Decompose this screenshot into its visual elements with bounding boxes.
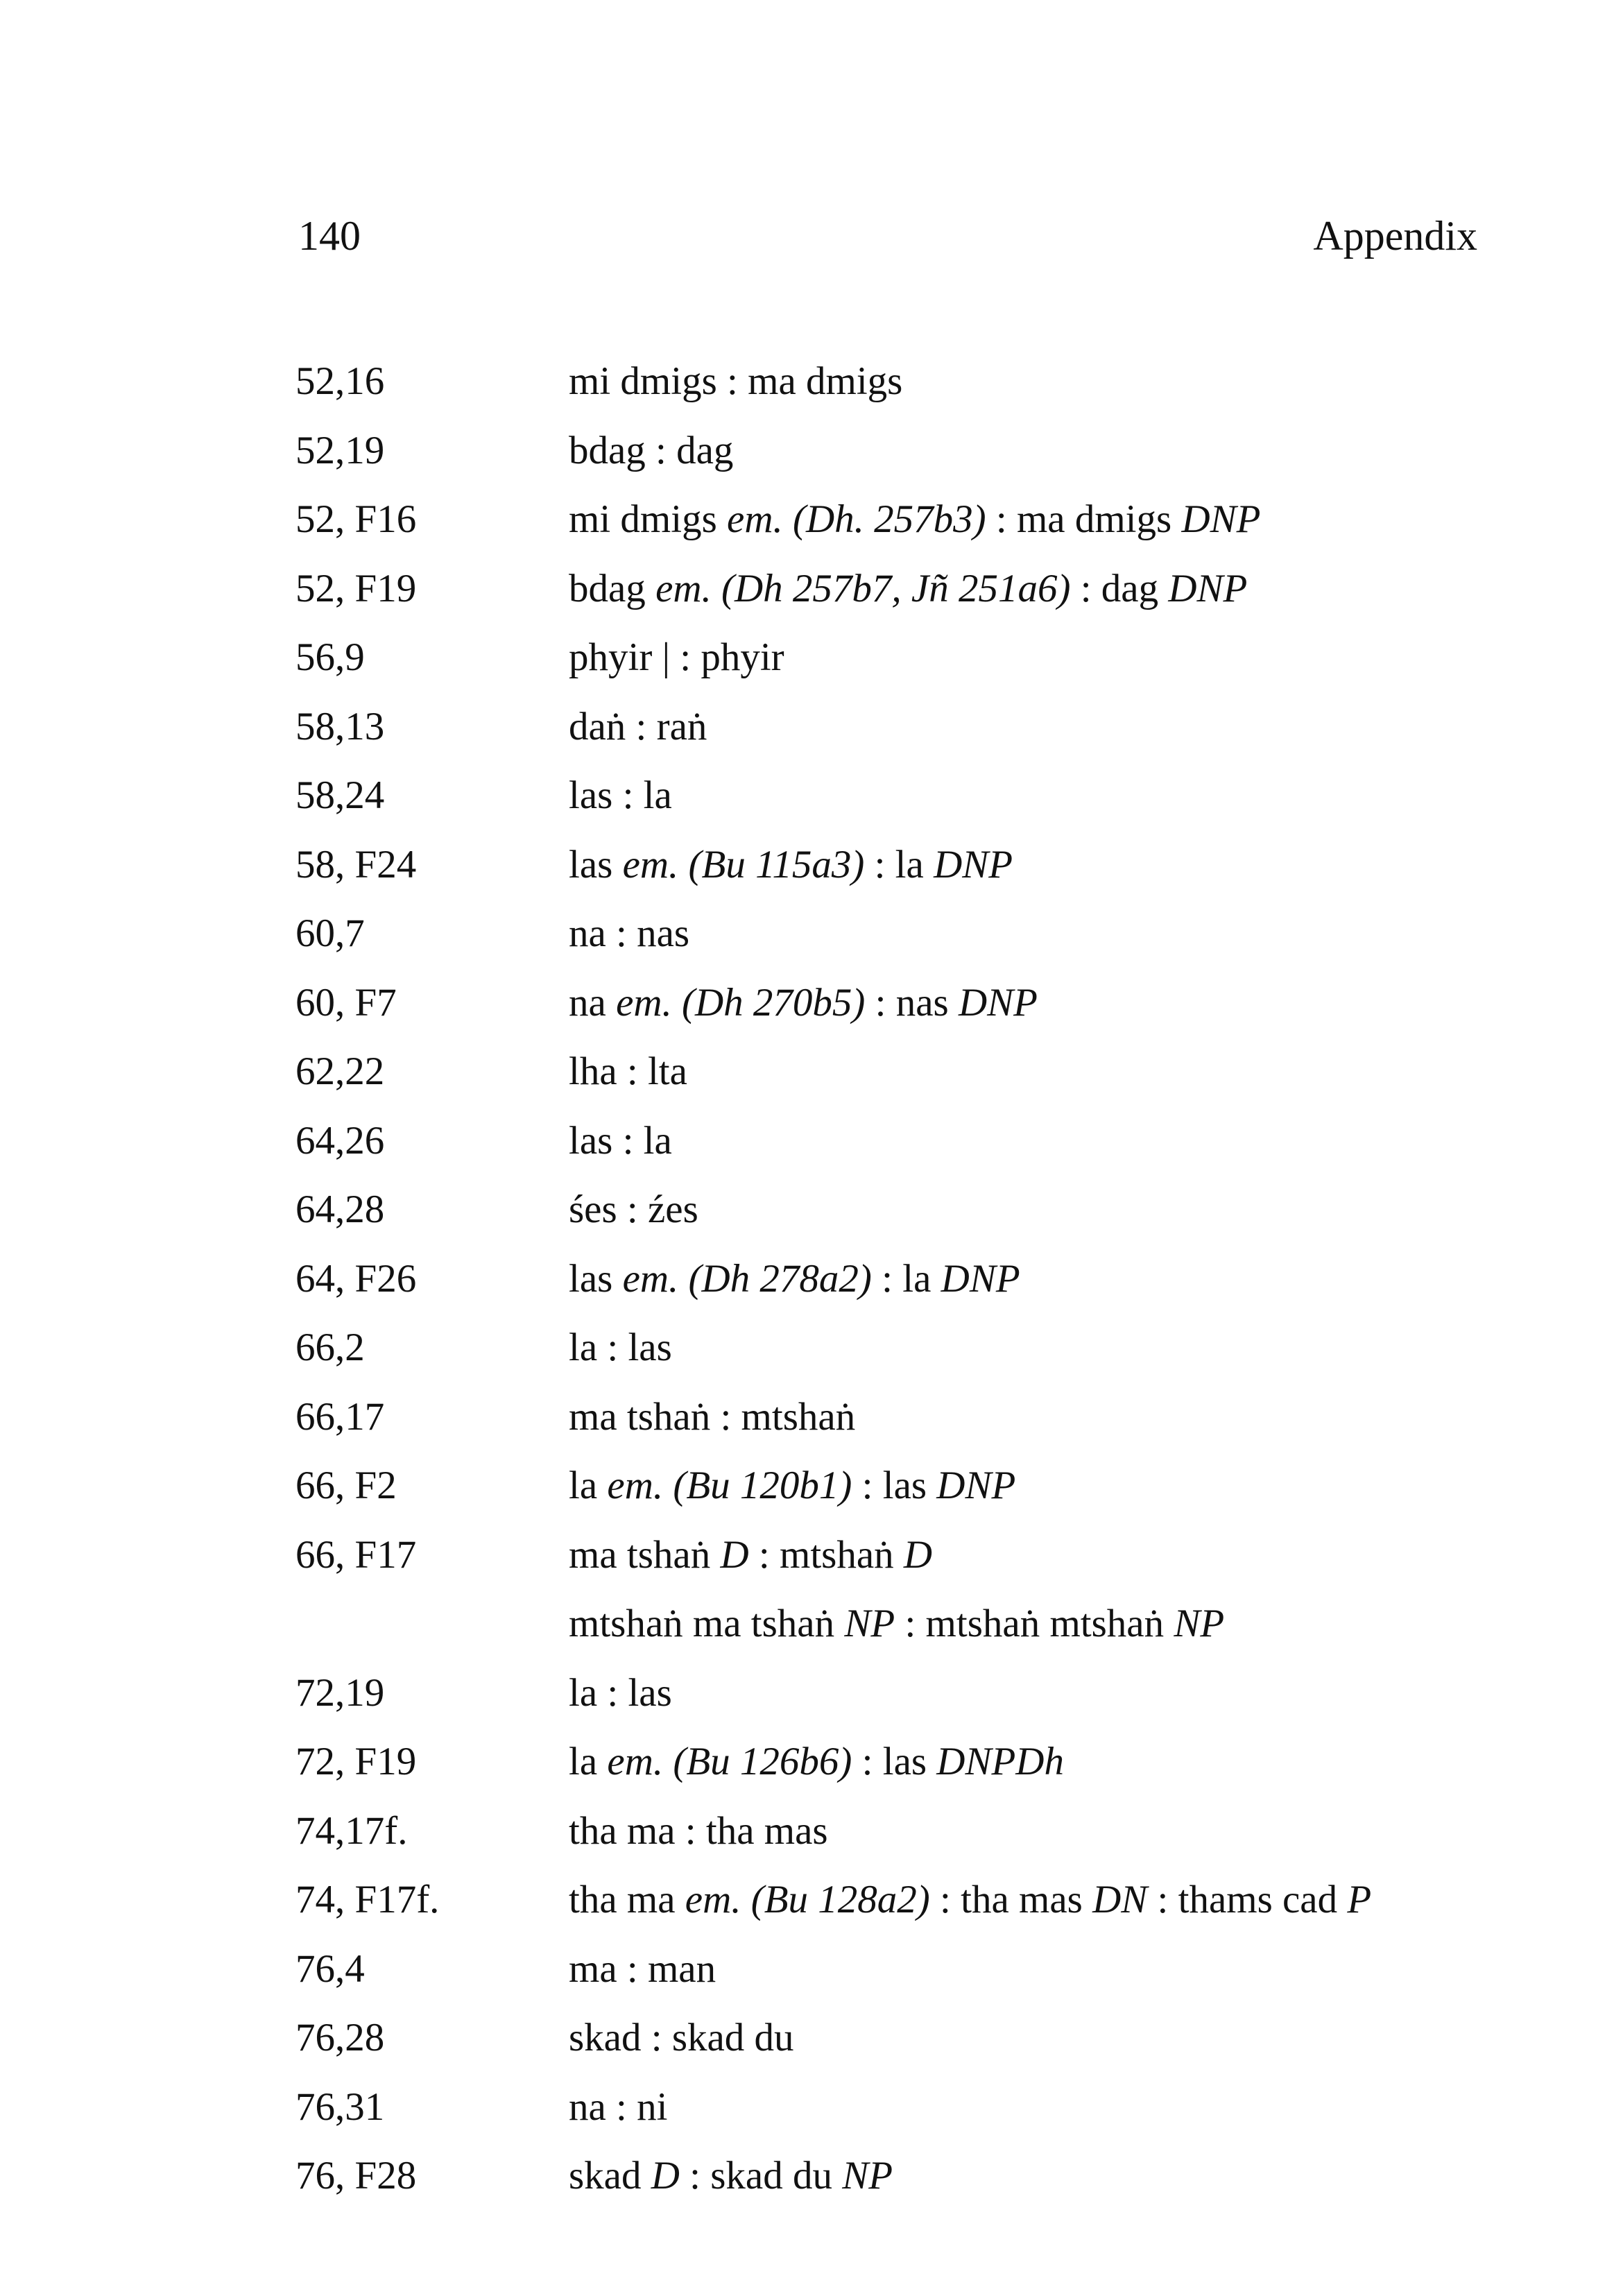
entry-reference: 72, F19: [295, 1740, 417, 1783]
entry-reading: [569, 1669, 672, 1717]
entry-reference: 52, F19: [295, 566, 417, 610]
entry-reading: [569, 2083, 667, 2132]
reading-text: na: [569, 980, 617, 1025]
reading-text: mi dmigs : ma dmigs: [569, 359, 903, 403]
entry-reading: [569, 1117, 672, 1165]
entry-row: [0, 1393, 1623, 1462]
entry-reference: 66,17: [295, 1394, 385, 1439]
entry-reading: [569, 2152, 893, 2200]
reading-siglum-italic: NP: [1174, 1602, 1225, 1645]
entry-reference: 52,19: [295, 428, 385, 472]
reading-text: ma tshaṅ: [569, 1532, 721, 1577]
entry-reference: 60,7: [295, 911, 365, 955]
reading-siglum-italic: D: [651, 2154, 680, 2198]
reading-text: : mtshaṅ mtshaṅ: [895, 1602, 1174, 1645]
entry-reading: [569, 1807, 828, 1856]
reading-siglum-italic: em. (Dh 257b7, Jñ 251a6): [655, 566, 1071, 610]
reading-siglum-italic: em. (Dh. 257b3): [727, 497, 986, 541]
reading-siglum-italic: P: [1347, 1878, 1372, 1921]
entry-row: [0, 495, 1623, 565]
reading-text: : skad du: [679, 2154, 843, 2198]
entry-reference: 64,26: [295, 1118, 385, 1163]
reading-siglum-italic: DNP: [936, 1464, 1016, 1507]
entry-reading: [569, 427, 733, 475]
entry-row: [0, 1945, 1623, 2014]
entry-reference: 72,19: [295, 1670, 385, 1715]
entry-reading: [569, 1600, 1224, 1648]
entry-reading: [569, 1185, 698, 1234]
entry-reading: [569, 357, 902, 406]
entry-reference: 64,28: [295, 1188, 385, 1231]
reading-text: : mtshaṅ: [748, 1532, 904, 1577]
entry-reference: 66,2: [295, 1326, 365, 1369]
entry-row: [0, 909, 1623, 979]
entry-row: [0, 1185, 1623, 1255]
reading-text: mi dmigs: [569, 497, 728, 541]
entry-row: [0, 1669, 1623, 1738]
entry-reading: [569, 771, 672, 820]
reading-siglum-italic: NP: [842, 2154, 893, 2198]
reading-siglum-italic: DNP: [958, 980, 1038, 1025]
entry-reading: [569, 1738, 1064, 1786]
reading-text: las: [569, 1256, 623, 1301]
reading-siglum-italic: em. (Dh 270b5): [616, 980, 866, 1025]
reading-siglum-italic: DNP: [1168, 566, 1248, 610]
reading-siglum-italic: em. (Bu 128a2): [685, 1878, 930, 1921]
entry-reference: 60, F7: [295, 980, 397, 1025]
entry-reading: [569, 495, 1260, 544]
reading-text: : thams cad: [1147, 1878, 1348, 1921]
reading-text: tha ma : tha mas: [569, 1808, 828, 1853]
entry-reference: 76,4: [295, 1946, 365, 1991]
entry-row: [0, 1117, 1623, 1186]
entry-reading: [569, 841, 1013, 889]
reading-text: : las: [852, 1740, 937, 1783]
entry-reading: [569, 1255, 1020, 1303]
reading-text: las: [569, 842, 623, 886]
reading-text: : la: [871, 1256, 941, 1301]
entry-row: [0, 1738, 1623, 1807]
page-number: 140: [298, 213, 361, 259]
entry-reference: 52,16: [295, 359, 385, 403]
entry-row: [0, 1807, 1623, 1876]
entry-reference: 64, F26: [295, 1256, 417, 1301]
entry-row: [0, 841, 1623, 910]
reading-text: las : la: [569, 1118, 672, 1163]
reading-siglum-italic: em. (Bu 115a3): [622, 842, 865, 886]
entry-row: [0, 1047, 1623, 1117]
entry-row: [0, 979, 1623, 1048]
reading-text: na : nas: [569, 911, 690, 955]
reading-text: bdag : dag: [569, 428, 734, 472]
entry-reference: 74, F17f.: [295, 1878, 440, 1921]
reading-text: : nas: [865, 980, 959, 1025]
entry-row: [0, 771, 1623, 841]
reading-text: : ma dmigs: [986, 497, 1182, 541]
reading-siglum-italic: em. (Bu 120b1): [607, 1464, 852, 1507]
reading-text: la: [569, 1740, 608, 1783]
reading-text: ma tshaṅ : mtshaṅ: [569, 1394, 856, 1439]
reading-text: daṅ : raṅ: [569, 704, 707, 748]
reading-siglum-italic: DN: [1092, 1878, 1148, 1921]
entry-reference: 58, F24: [295, 842, 417, 886]
entry-row: [0, 2152, 1623, 2221]
reading-siglum-italic: NP: [844, 1602, 895, 1645]
entry-row: [0, 357, 1623, 427]
entry-reference: 52, F16: [295, 497, 417, 541]
entry-row: [0, 427, 1623, 496]
entry-row: [0, 1531, 1623, 1600]
reading-text: śes : źes: [569, 1188, 698, 1231]
entry-reference: 56,9: [295, 635, 365, 679]
entry-reading: [569, 1393, 855, 1441]
entry-reading: [569, 633, 784, 682]
reading-text: la : las: [569, 1326, 672, 1369]
reading-text: : la: [864, 842, 934, 886]
entry-reference: 76,28: [295, 2016, 385, 2059]
reading-text: las : la: [569, 773, 672, 817]
entry-reading: [569, 909, 689, 958]
entry-row: [0, 1323, 1623, 1393]
reading-text: phyir | : phyir: [569, 635, 784, 679]
reading-siglum-italic: DNP: [941, 1256, 1020, 1301]
entry-reading: [569, 1462, 1015, 1510]
entry-row: [0, 2014, 1623, 2083]
entry-row: [0, 1462, 1623, 1531]
reading-text: skad: [569, 2154, 651, 2198]
entry-row: [0, 565, 1623, 634]
reading-text: bdag: [569, 566, 656, 610]
entry-reference: 66, F17: [295, 1532, 417, 1577]
entry-reference: 62,22: [295, 1050, 385, 1093]
entry-reading: [569, 1323, 672, 1372]
entry-reading: [569, 703, 707, 751]
entry-reading: [569, 1945, 716, 1994]
reading-text: la: [569, 1464, 608, 1507]
entry-reference: 66, F2: [295, 1464, 397, 1507]
running-title: Appendix: [1313, 213, 1477, 259]
entry-row: [0, 2083, 1623, 2152]
entry-reading: [569, 979, 1038, 1027]
reading-text: skad : skad du: [569, 2016, 794, 2059]
reading-text: : dag: [1070, 566, 1169, 610]
reading-siglum-italic: D: [903, 1532, 933, 1577]
reading-siglum-italic: DNPDh: [936, 1740, 1064, 1783]
reading-text: tha ma: [569, 1878, 685, 1921]
reading-text: la : las: [569, 1670, 672, 1715]
entry-reading: [569, 1047, 687, 1096]
entry-row: [0, 1876, 1623, 1945]
reading-text: mtshaṅ ma tshaṅ: [569, 1602, 845, 1645]
reading-text: na : ni: [569, 2084, 668, 2129]
variant-readings-list: [0, 357, 1623, 2221]
reading-siglum-italic: DNP: [934, 842, 1013, 886]
reading-siglum-italic: em. (Dh 278a2): [622, 1256, 872, 1301]
entry-reference: 58,24: [295, 773, 385, 817]
reading-text: : tha mas: [929, 1878, 1093, 1921]
reading-text: : las: [852, 1464, 937, 1507]
reading-siglum-italic: D: [720, 1532, 749, 1577]
entry-reading: [569, 2014, 794, 2062]
entry-reference: 58,13: [295, 704, 385, 748]
entry-row: [0, 1255, 1623, 1324]
entry-reference: 76,31: [295, 2084, 385, 2129]
entry-reference: 76, F28: [295, 2154, 417, 2198]
entry-row: [0, 633, 1623, 703]
reading-text: lha : lta: [569, 1050, 687, 1093]
entry-reading: [569, 1876, 1371, 1924]
entry-row: [0, 703, 1623, 772]
entry-row: [0, 1600, 1623, 1669]
entry-reference: 74,17f.: [295, 1808, 408, 1853]
reading-text: ma : man: [569, 1946, 716, 1991]
reading-siglum-italic: DNP: [1181, 497, 1261, 541]
entry-reading: [569, 565, 1247, 613]
entry-reading: [569, 1531, 932, 1579]
reading-siglum-italic: em. (Bu 126b6): [607, 1740, 852, 1783]
